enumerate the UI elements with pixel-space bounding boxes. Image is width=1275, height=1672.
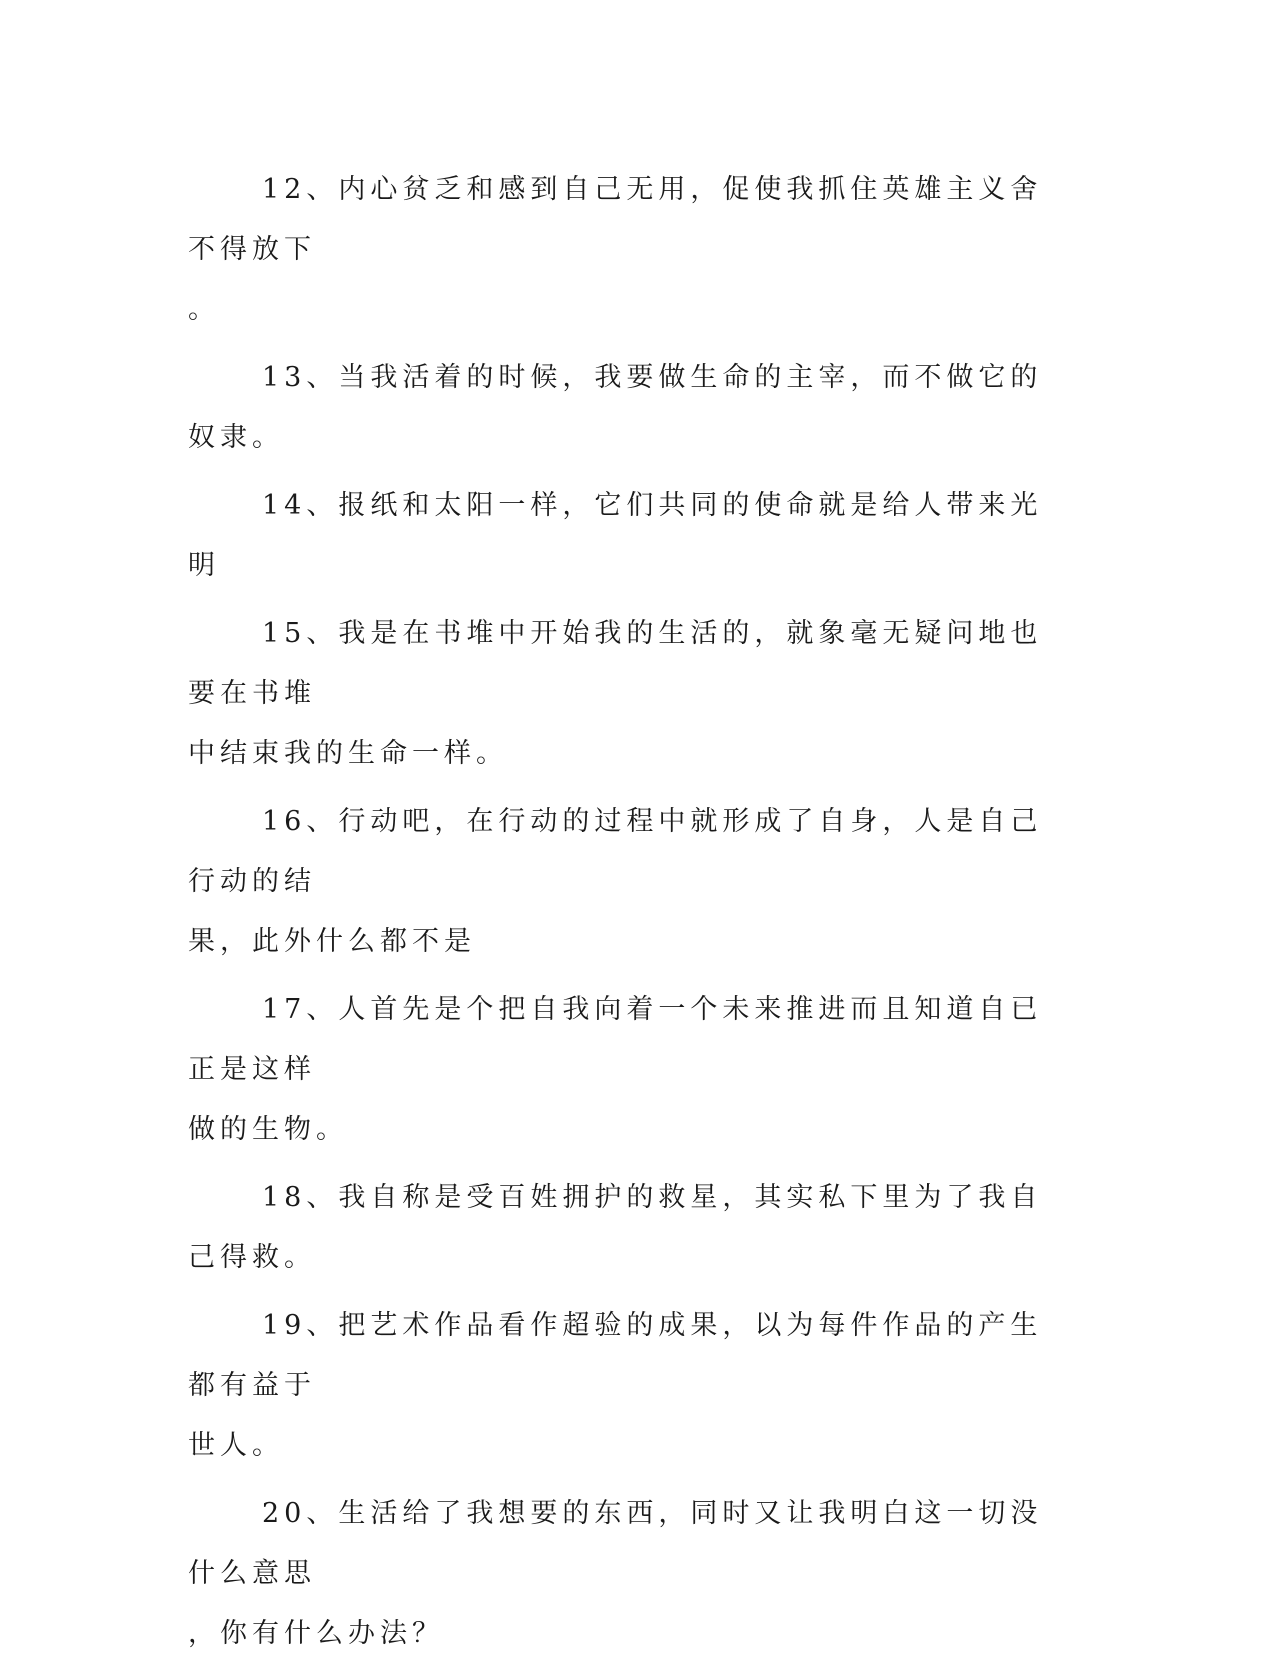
paragraph-line: 14、报纸和太阳一样，它们共同的使命就是给人带来光明 xyxy=(188,490,1043,581)
paragraph-line: 18、我自称是受百姓拥护的救星，其实私下里为了我自己得救。 xyxy=(188,1182,1043,1273)
document-body xyxy=(188,160,1068,1672)
paragraph-19 xyxy=(188,1296,1068,1476)
paragraph-continuation: 。 xyxy=(188,294,220,325)
paragraph-line: 12、内心贫乏和感到自己无用，促使我抓住英雄主义舍不得放下 xyxy=(188,174,1043,265)
paragraph-continuation: 果，此外什么都不是 xyxy=(188,926,476,957)
paragraph-13 xyxy=(188,348,1068,468)
paragraph-17 xyxy=(188,980,1068,1160)
paragraph-line: 17、人首先是个把自我向着一个未来推进而且知道自已正是这样 xyxy=(188,994,1043,1085)
paragraph-continuation: 做的生物。 xyxy=(188,1114,348,1145)
paragraph-16 xyxy=(188,792,1068,972)
paragraph-line: 19、把艺术作品看作超验的成果，以为每件作品的产生都有益于 xyxy=(188,1310,1043,1401)
paragraph-15 xyxy=(188,604,1068,784)
paragraph-continuation: 中结束我的生命一样。 xyxy=(188,738,508,769)
paragraph-continuation: 世人。 xyxy=(188,1430,284,1461)
paragraph-continuation: ，你有什么办法？ xyxy=(188,1618,444,1649)
paragraph-20 xyxy=(188,1484,1068,1664)
paragraph-14 xyxy=(188,476,1068,596)
paragraph-12 xyxy=(188,160,1068,340)
paragraph-line: 15、我是在书堆中开始我的生活的，就象毫无疑问地也要在书堆 xyxy=(188,618,1043,709)
paragraph-line: 13、当我活着的时候，我要做生命的主宰，而不做它的奴隶。 xyxy=(188,362,1043,453)
paragraph-18 xyxy=(188,1168,1068,1288)
paragraph-line: 20、生活给了我想要的东西，同时又让我明白这一切没什么意思 xyxy=(188,1498,1043,1589)
paragraph-line: 16、行动吧，在行动的过程中就形成了自身，人是自己行动的结 xyxy=(188,806,1043,897)
